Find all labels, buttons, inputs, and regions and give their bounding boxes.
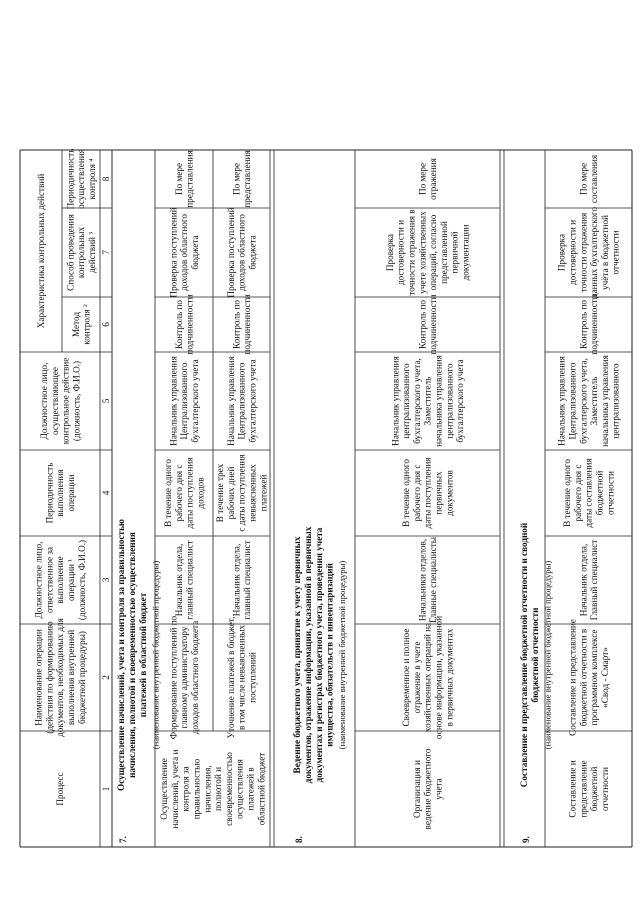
cell-frequency: В течение одногорабочего дня сдаты составлениябюджетнойотчетности xyxy=(562,458,616,528)
column-3-number: 3 xyxy=(101,577,111,583)
cell-way: Проверкадостоверности иточности отраженияданных бухгалтерскогоучёта в бюджетнойотчетности xyxy=(556,206,621,299)
column-8-title: Периодичностьосуществленияконтроля ⁴ xyxy=(65,148,98,210)
section-title: Составление и представление бюджетной отчетности и своднойбюджетной отчетности xyxy=(519,522,541,788)
section-note: (наименование внутренней бюджетной процедуры) xyxy=(150,560,161,750)
cell-responsible: Начальник отдела,Главный специалист xyxy=(578,539,600,621)
section-number: 7. xyxy=(118,836,129,843)
cell-operation: Формирование поступлений поглавному администраторудоходов областного бюджета xyxy=(168,615,201,740)
section-note: (наименование внутренней бюджетной процедуры) xyxy=(337,560,348,750)
column-3-title: Должностное лицо,ответственное завыполнениеоперации ¹(должность, Ф.И.О.) xyxy=(33,539,87,621)
cell-controller: Начальник управленияЦентрализованногобухгалтерского учета xyxy=(225,356,258,446)
column-6-title: Методконтроля ² xyxy=(70,304,92,345)
cell-way: Проверка поступленийдоходов областногобюджета xyxy=(168,207,201,298)
section-title: Ведение бюджетного учета, принятие к учету первичныхдокументов, отражение информации, указанной в первичныхдокументах и регистрах бюджетного учета, проведения учетаимущества, обязательств и инвентаризаций xyxy=(292,526,335,784)
group-header-title: Характеристика контрольных действий xyxy=(36,173,46,329)
cell-responsible: Начальники отделов,Главные специалисты xyxy=(417,537,439,623)
cell-method: Контроль поподчиненности xyxy=(231,294,253,355)
cell-controller: Начальник управленияЦентрализованногобухгалтерского учета xyxy=(168,356,201,446)
cell-controller: Начальник управленияцентрализованногобухгалтерского учета,Заместительначальника управленияцентрализованногобухгалтерского учета xyxy=(390,355,466,447)
column-5-number: 5 xyxy=(101,398,111,404)
cell-period: По мересоставления xyxy=(578,154,600,204)
column-8-number: 8 xyxy=(101,176,111,182)
cell-period: По мереотражения xyxy=(417,158,439,200)
process-name: Осуществлениеначислений, учета иконтроля заправильностьюначисления,полнотой исвоевременностьюосуществленияплатежей вобластной бюджет xyxy=(159,749,267,829)
column-4-title: Периодичностьвыполненияоперации xyxy=(44,462,77,524)
section-title: Осуществление начислений, учета и контроля за правильностьюначисления, полнотой и своевременностью осуществленияплатежей в областной бюджет xyxy=(116,519,148,791)
cell-method: Контроль поподчиненности xyxy=(417,294,439,355)
cell-operation: Своевременное и полноеотражение в учетехозяйственных операций наоснове информации, указаннойв первичных документах xyxy=(401,615,455,740)
section-note: (наименование внутренней бюджетной процедуры) xyxy=(542,560,553,750)
cell-way: Проверкадостоверности иточности отражения вучете хозяйственныхопераций, согласнопредставленнойпервичнойдокументации xyxy=(384,209,471,296)
cell-responsible: Начальник отдела,главный специалист xyxy=(231,540,253,620)
cell-method: Контроль поподчиненности xyxy=(578,294,600,355)
column-7-number: 7 xyxy=(101,250,111,255)
cell-operation: Составление и представлениебюджетной отчетности впрограммном комплексе«Свод - Смарт» xyxy=(567,619,610,736)
cell-frequency: В течение трехрабочих днейс даты поступленияневыясненныхплатежей xyxy=(215,454,269,532)
cell-operation: Уточнение платежей в бюджет,в том числе невыясненныхпоступлений xyxy=(225,616,258,739)
section-number: 9. xyxy=(521,836,532,843)
column-6-number: 6 xyxy=(101,322,111,327)
cell-controller: Начальник управленияЦентрализованногобухгалтерского учета,Заместительначальника управленияцентрализованного xyxy=(556,355,621,447)
column-2-title: Наименование операции(действия по формированиюдокументов, необходимых длявыполнения внутреннейбюджетной процедуры) xyxy=(33,618,87,737)
cell-responsible: Начальник отдела,главный специалист xyxy=(173,540,195,620)
cell-frequency: В течение одногорабочего дня сдаты поступлениядоходов xyxy=(163,457,206,529)
cell-way: Проверка поступленийдоходов областногобюджета xyxy=(225,207,258,298)
cell-frequency: В течение одногорабочего дня сдаты поступленияпервичныхдокументов xyxy=(401,457,455,529)
cell-period: По мерепредставления xyxy=(173,150,195,208)
column-2-number: 2 xyxy=(101,675,111,680)
column-5-title: Должностное лицо,осуществляющееконтрольное действие(должность, Ф.И.О.) xyxy=(39,357,82,445)
process-name: Составление ипредставлениебюджетнойотчетности xyxy=(567,760,610,818)
process-name: Организация иведение бюджетногоучета xyxy=(411,748,444,830)
column-4-number: 4 xyxy=(101,490,111,496)
cell-period: По мерепредставления xyxy=(231,150,253,208)
section-number: 8. xyxy=(294,836,305,843)
column-1-number: 1 xyxy=(101,786,111,792)
column-7-title: Способ проведенияконтрольныхдействий ³ xyxy=(65,214,98,291)
cell-method: Контроль поподчиненности xyxy=(173,294,195,355)
column-1-title: Процесс xyxy=(55,772,66,806)
